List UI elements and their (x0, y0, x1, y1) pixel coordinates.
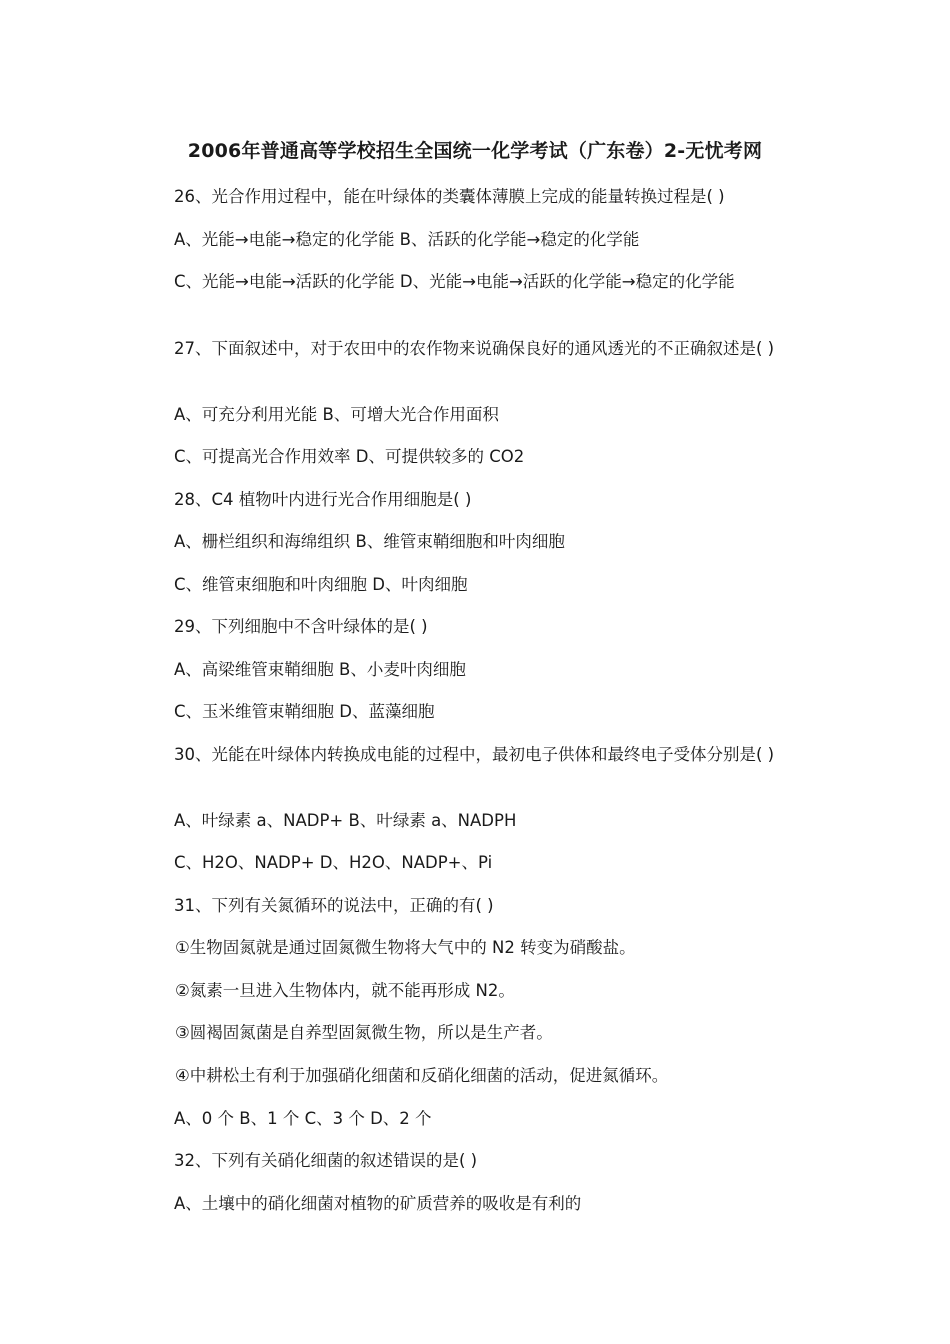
question-27-options-ab: A、可充分利用光能 B、可增大光合作用面积 (174, 405, 499, 424)
question-31-statement-3: ③圆褐固氮菌是自养型固氮微生物，所以是生产者。 (175, 1023, 553, 1042)
question-29-options-cd: C、玉米维管束鞘细胞 D、蓝藻细胞 (174, 702, 435, 721)
question-31-options: A、0 个 B、1 个 C、3 个 D、2 个 (174, 1109, 432, 1128)
question-29-options-ab: A、高梁维管束鞘细胞 B、小麦叶肉细胞 (174, 660, 466, 679)
document-title: 2006年普通高等学校招生全国统一化学考试（广东卷）2-无忧考网 (187, 140, 763, 162)
question-31-statement-4: ④中耕松土有利于加强硝化细菌和反硝化细菌的活动，促进氮循环。 (175, 1066, 669, 1085)
question-30: 30、光能在叶绿体内转换成电能的过程中，最初电子供体和最终电子受体分别是( ) (174, 745, 775, 764)
question-29: 29、下列细胞中不含叶绿体的是( ) (174, 617, 428, 636)
question-26-options-ab: A、光能→电能→稳定的化学能 B、活跃的化学能→稳定的化学能 (174, 230, 640, 249)
question-27-options-cd: C、可提高光合作用效率 D、可提供较多的 CO2 (174, 447, 525, 466)
question-32: 32、下列有关硝化细菌的叙述错误的是( ) (174, 1151, 478, 1170)
question-28-options-cd: C、维管束细胞和叶肉细胞 D、叶肉细胞 (174, 575, 468, 594)
question-30-options-ab: A、叶绿素 a、NADP+ B、叶绿素 a、NADPH (174, 811, 517, 830)
question-26-options-cd: C、光能→电能→活跃的化学能 D、光能→电能→活跃的化学能→稳定的化学能 (174, 272, 735, 291)
question-31-statement-2: ②氮素一旦进入生物体内，就不能再形成 N2。 (175, 981, 515, 1000)
question-32-option-a: A、土壤中的硝化细菌对植物的矿质营养的吸收是有利的 (174, 1194, 582, 1213)
question-28-options-ab: A、栅栏组织和海绵组织 B、维管束鞘细胞和叶肉细胞 (174, 532, 565, 551)
question-28: 28、C4 植物叶内进行光合作用细胞是( ) (174, 490, 472, 509)
question-31-statement-1: ①生物固氮就是通过固氮微生物将大气中的 N2 转变为硝酸盐。 (175, 938, 636, 957)
question-30-options-cd: C、H2O、NADP+ D、H2O、NADP+、Pi (174, 853, 493, 872)
question-26: 26、光合作用过程中，能在叶绿体的类囊体薄膜上完成的能量转换过程是( ) (174, 187, 725, 206)
question-31: 31、下列有关氮循环的说法中，正确的有( ) (174, 896, 494, 915)
question-27: 27、下面叙述中，对于农田中的农作物来说确保良好的通风透光的不正确叙述是( ) (174, 339, 775, 358)
